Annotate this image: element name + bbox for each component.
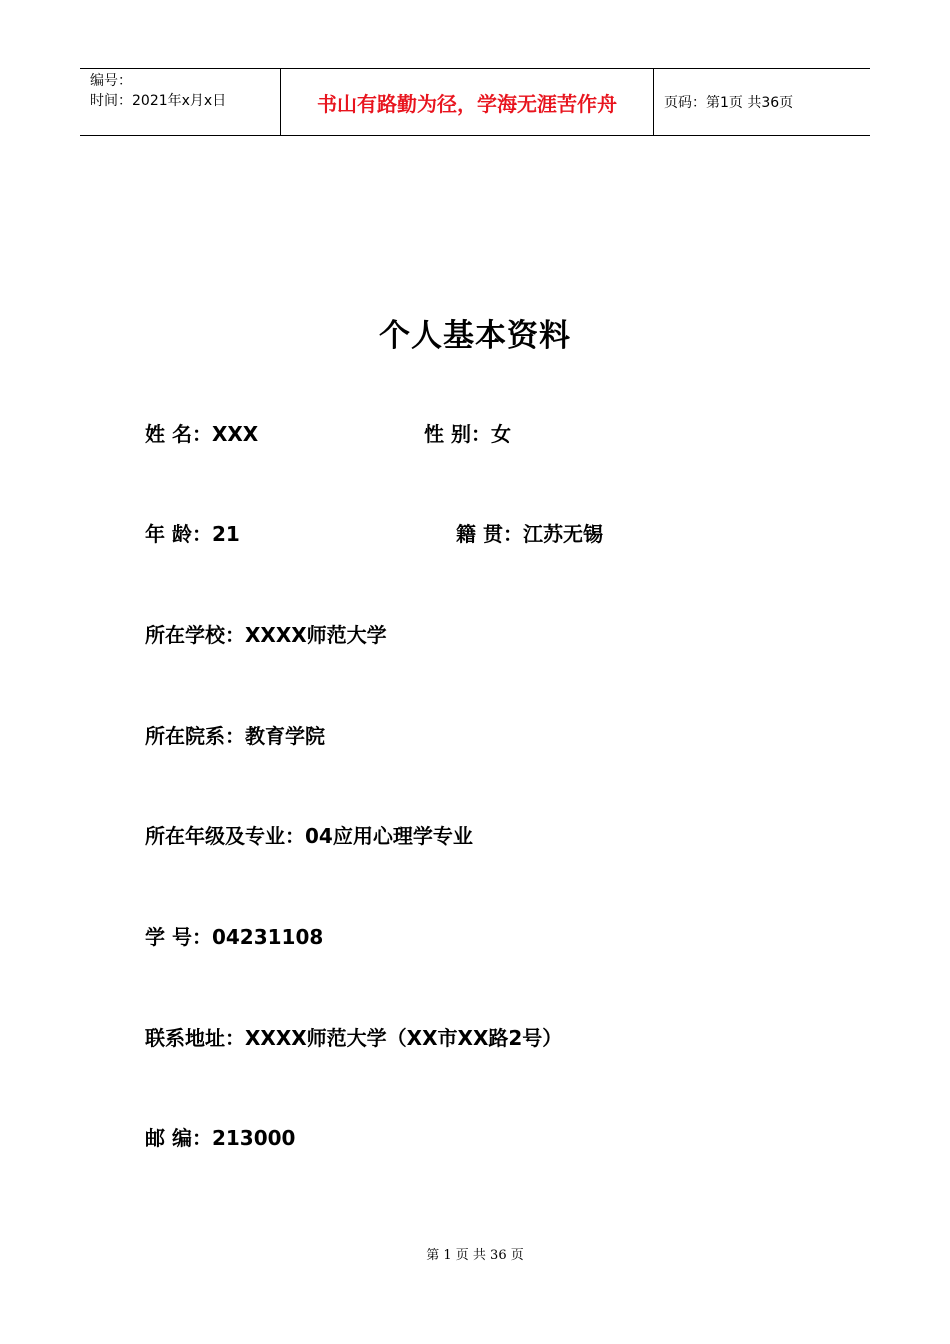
document-time-label: 时间：2021年x月x日 xyxy=(90,93,227,109)
header-info-cell xyxy=(80,69,281,135)
field-department: 所在院系：教育学院 xyxy=(145,724,325,748)
field-postcode: 邮 编：213000 xyxy=(145,1126,296,1150)
field-student-id: 学 号：04231108 xyxy=(145,925,324,949)
field-gender: 性 别：女 xyxy=(424,422,511,446)
field-school: 所在学校：XXXX师范大学 xyxy=(145,623,387,647)
page-header xyxy=(80,68,870,136)
field-hometown: 籍 贯：江苏无锡 xyxy=(456,522,603,546)
document-number-label: 编号： xyxy=(90,73,132,89)
page-footer: 第 1 页 共 36 页 xyxy=(426,1248,524,1263)
field-age: 年 龄：21 xyxy=(145,522,240,546)
document-title: 个人基本资料 xyxy=(379,318,571,354)
motto-text: 书山有路勤为径，学海无涯苦作舟 xyxy=(317,92,617,116)
field-grade-major: 所在年级及专业：04应用心理学专业 xyxy=(145,824,473,848)
field-address: 联系地址：XXXX师范大学（XX市XX路2号） xyxy=(145,1026,563,1050)
field-name: 姓 名：XXX xyxy=(145,422,259,446)
header-motto-cell xyxy=(281,69,654,135)
page-info: 页码：第1页 共36页 xyxy=(664,95,794,111)
header-page-cell xyxy=(654,69,870,135)
